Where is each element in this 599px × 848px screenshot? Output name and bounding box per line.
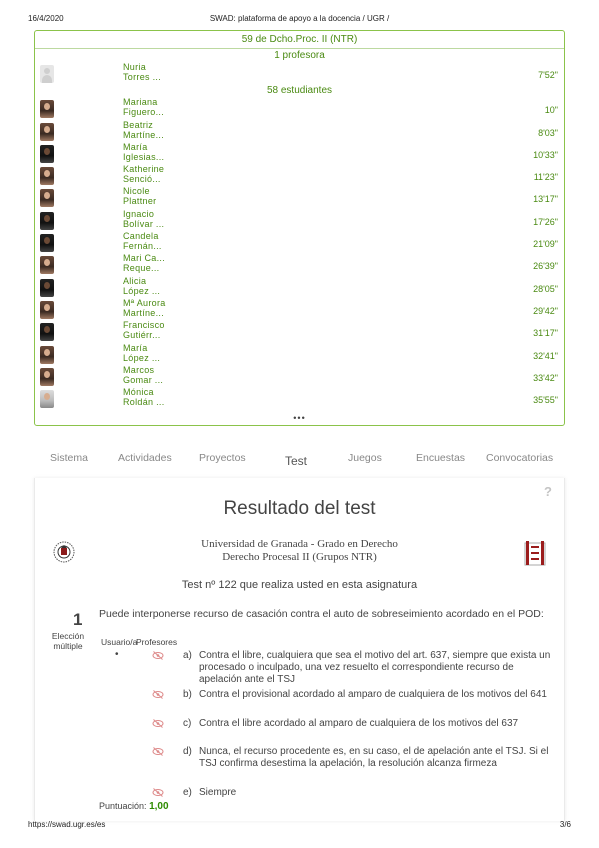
connection-time: 31'17" [533, 328, 558, 339]
student-avatar [40, 100, 54, 118]
column-user: Usuario/a [101, 637, 138, 647]
connection-time: 26'39" [533, 261, 558, 272]
student-row[interactable] [35, 209, 564, 231]
student-row[interactable] [35, 387, 564, 409]
connection-time: 7'52" [538, 70, 558, 80]
connection-time: 33'42" [533, 372, 558, 383]
print-page-title: SWAD: plataforma de apoyo a la docencia / UGR / [209, 14, 390, 23]
tab-encuestas[interactable]: Encuestas [416, 452, 466, 464]
answer-text: Contra el libre acordado al amparo de cualquiera de los motivos del 637 [199, 718, 519, 729]
student-avatar [40, 234, 54, 252]
print-header [28, 14, 571, 26]
page-title: Resultado del test [223, 498, 376, 519]
tab-convocatorias[interactable]: Convocatorias [486, 452, 554, 464]
answer-letter: a) [183, 650, 192, 661]
connection-time: 11'23" [533, 172, 558, 183]
student-row[interactable] [35, 276, 564, 298]
tab-proyectos[interactable]: Proyectos [199, 452, 246, 464]
person-name[interactable]: Mariana Figuero... [123, 97, 165, 118]
tab-actividades[interactable]: Actividades [118, 452, 172, 464]
person-name[interactable]: Nicole Plattner [123, 186, 157, 207]
student-avatar [40, 368, 54, 386]
answer-letter: b) [183, 689, 192, 700]
connection-time: 28'05" [533, 283, 558, 294]
answer-text: Siempre [199, 787, 237, 798]
connection-time: 10" [544, 105, 558, 116]
question-number: 1 [73, 610, 83, 629]
answer-letter: d) [183, 746, 192, 757]
eye-slash-icon [152, 719, 164, 728]
person-name[interactable]: Mari Ca... Reque... [123, 253, 166, 274]
student-row[interactable] [35, 97, 564, 119]
person-name[interactable]: Marcos Gomar ... [123, 364, 164, 385]
tab-sistema[interactable]: Sistema [50, 452, 88, 464]
person-name[interactable]: Candela Fernán... [123, 231, 162, 252]
test-result-panel [34, 478, 565, 821]
person-name[interactable]: Mª Aurora Martíne... [123, 297, 166, 318]
question-score: Puntuación: 1,00 [99, 801, 169, 812]
student-row[interactable] [35, 186, 564, 208]
person-name[interactable]: María López ... [123, 342, 161, 363]
eye-slash-icon [152, 747, 164, 756]
student-row[interactable] [35, 365, 564, 387]
student-avatar [40, 189, 54, 207]
avatar-placeholder-icon [40, 65, 54, 83]
tab-juegos[interactable]: Juegos [348, 452, 382, 464]
column-teachers: Profesores [136, 637, 178, 647]
person-name[interactable]: Francisco Gutiérr... [123, 320, 165, 341]
teacher-row[interactable] [35, 62, 564, 84]
teachers-count[interactable]: 1 profesora [274, 50, 325, 61]
student-row[interactable] [35, 320, 564, 342]
students-list [35, 97, 564, 409]
institution-info: Universidad de Granada - Grado en Derecho Derecho Procesal II (Grupos NTR) [201, 538, 398, 563]
student-avatar [40, 123, 54, 141]
student-row[interactable] [35, 343, 564, 365]
student-avatar [40, 301, 54, 319]
person-name[interactable]: Alicia López ... [123, 275, 161, 296]
course-title[interactable]: 59 de Dcho.Proc. II (NTR) [35, 31, 564, 49]
connection-time: 8'03" [538, 127, 558, 138]
user-mark: • [115, 649, 119, 660]
student-avatar [40, 323, 54, 341]
connection-time: 17'26" [533, 216, 558, 227]
print-page-number: 3/6 [559, 820, 571, 829]
help-icon[interactable]: ? [544, 484, 552, 499]
student-avatar [40, 167, 54, 185]
connection-time: 29'42" [533, 305, 558, 316]
print-footer [28, 820, 571, 832]
eye-slash-icon [152, 788, 164, 797]
person-name[interactable]: Mónica Roldán ... [123, 387, 165, 408]
student-avatar [40, 256, 54, 274]
student-avatar [40, 212, 54, 230]
student-avatar [40, 390, 54, 408]
question-type: Elección múltiple [51, 631, 85, 651]
print-url: https://swad.ugr.es/es [28, 820, 106, 829]
student-row[interactable] [35, 231, 564, 253]
course-connected-users-panel [34, 30, 565, 426]
person-name[interactable]: Katherine Senció... [123, 164, 165, 185]
connection-time: 10'33" [533, 149, 558, 160]
person-name[interactable]: Nuria Torres ... [123, 62, 162, 82]
connection-time: 35'55" [533, 395, 558, 406]
score-value: 1,00 [149, 801, 169, 812]
answer-text: Nunca, el recurso procedente es, en su caso, el de apelación ante el TSJ. Si el TSJ confirma desestima la apelación, la resolución alcanza firmeza [199, 746, 549, 769]
main-tabs [34, 452, 565, 472]
person-name[interactable]: Ignacio Bolívar ... [123, 208, 165, 229]
answer-letter: c) [183, 718, 192, 729]
answer-letter: e) [183, 787, 192, 798]
student-avatar [40, 145, 54, 163]
person-name[interactable]: Beatriz Martíne... [123, 119, 165, 140]
eye-slash-icon [152, 651, 164, 660]
answer-text: Contra el libre, cualquiera que sea el motivo del art. 637, siempre que exista un procesado o inculpado, una vez resuelto el correspondiente recurso de apelación ante el TSJ [199, 650, 551, 685]
student-avatar [40, 346, 54, 364]
answer-text: Contra el provisional acordado al amparo de cualquiera de los motivos del 641 [199, 689, 547, 700]
student-row[interactable] [35, 298, 564, 320]
print-date: 16/4/2020 [28, 14, 64, 23]
student-avatar [40, 279, 54, 297]
connection-time: 13'17" [533, 194, 558, 205]
tab-test[interactable]: Test [285, 454, 308, 468]
test-number: Test nº 122 que realiza usted en esta asignatura [181, 579, 418, 591]
question-stem: Puede interponerse recurso de casación contra el auto de sobreseimiento acordado en el POD: [99, 608, 544, 620]
student-row[interactable] [35, 120, 564, 142]
students-count[interactable]: 58 estudiantes [266, 85, 333, 97]
more-users-button[interactable]: ••• [293, 413, 306, 424]
connection-time: 21'09" [533, 239, 558, 250]
connection-time: 32'41" [533, 350, 558, 361]
student-row[interactable] [35, 142, 564, 164]
student-row[interactable] [35, 253, 564, 275]
faculty-logo-icon [520, 538, 550, 568]
eye-slash-icon [152, 690, 164, 699]
student-row[interactable] [35, 164, 564, 186]
person-name[interactable]: María Iglesias... [123, 141, 165, 162]
